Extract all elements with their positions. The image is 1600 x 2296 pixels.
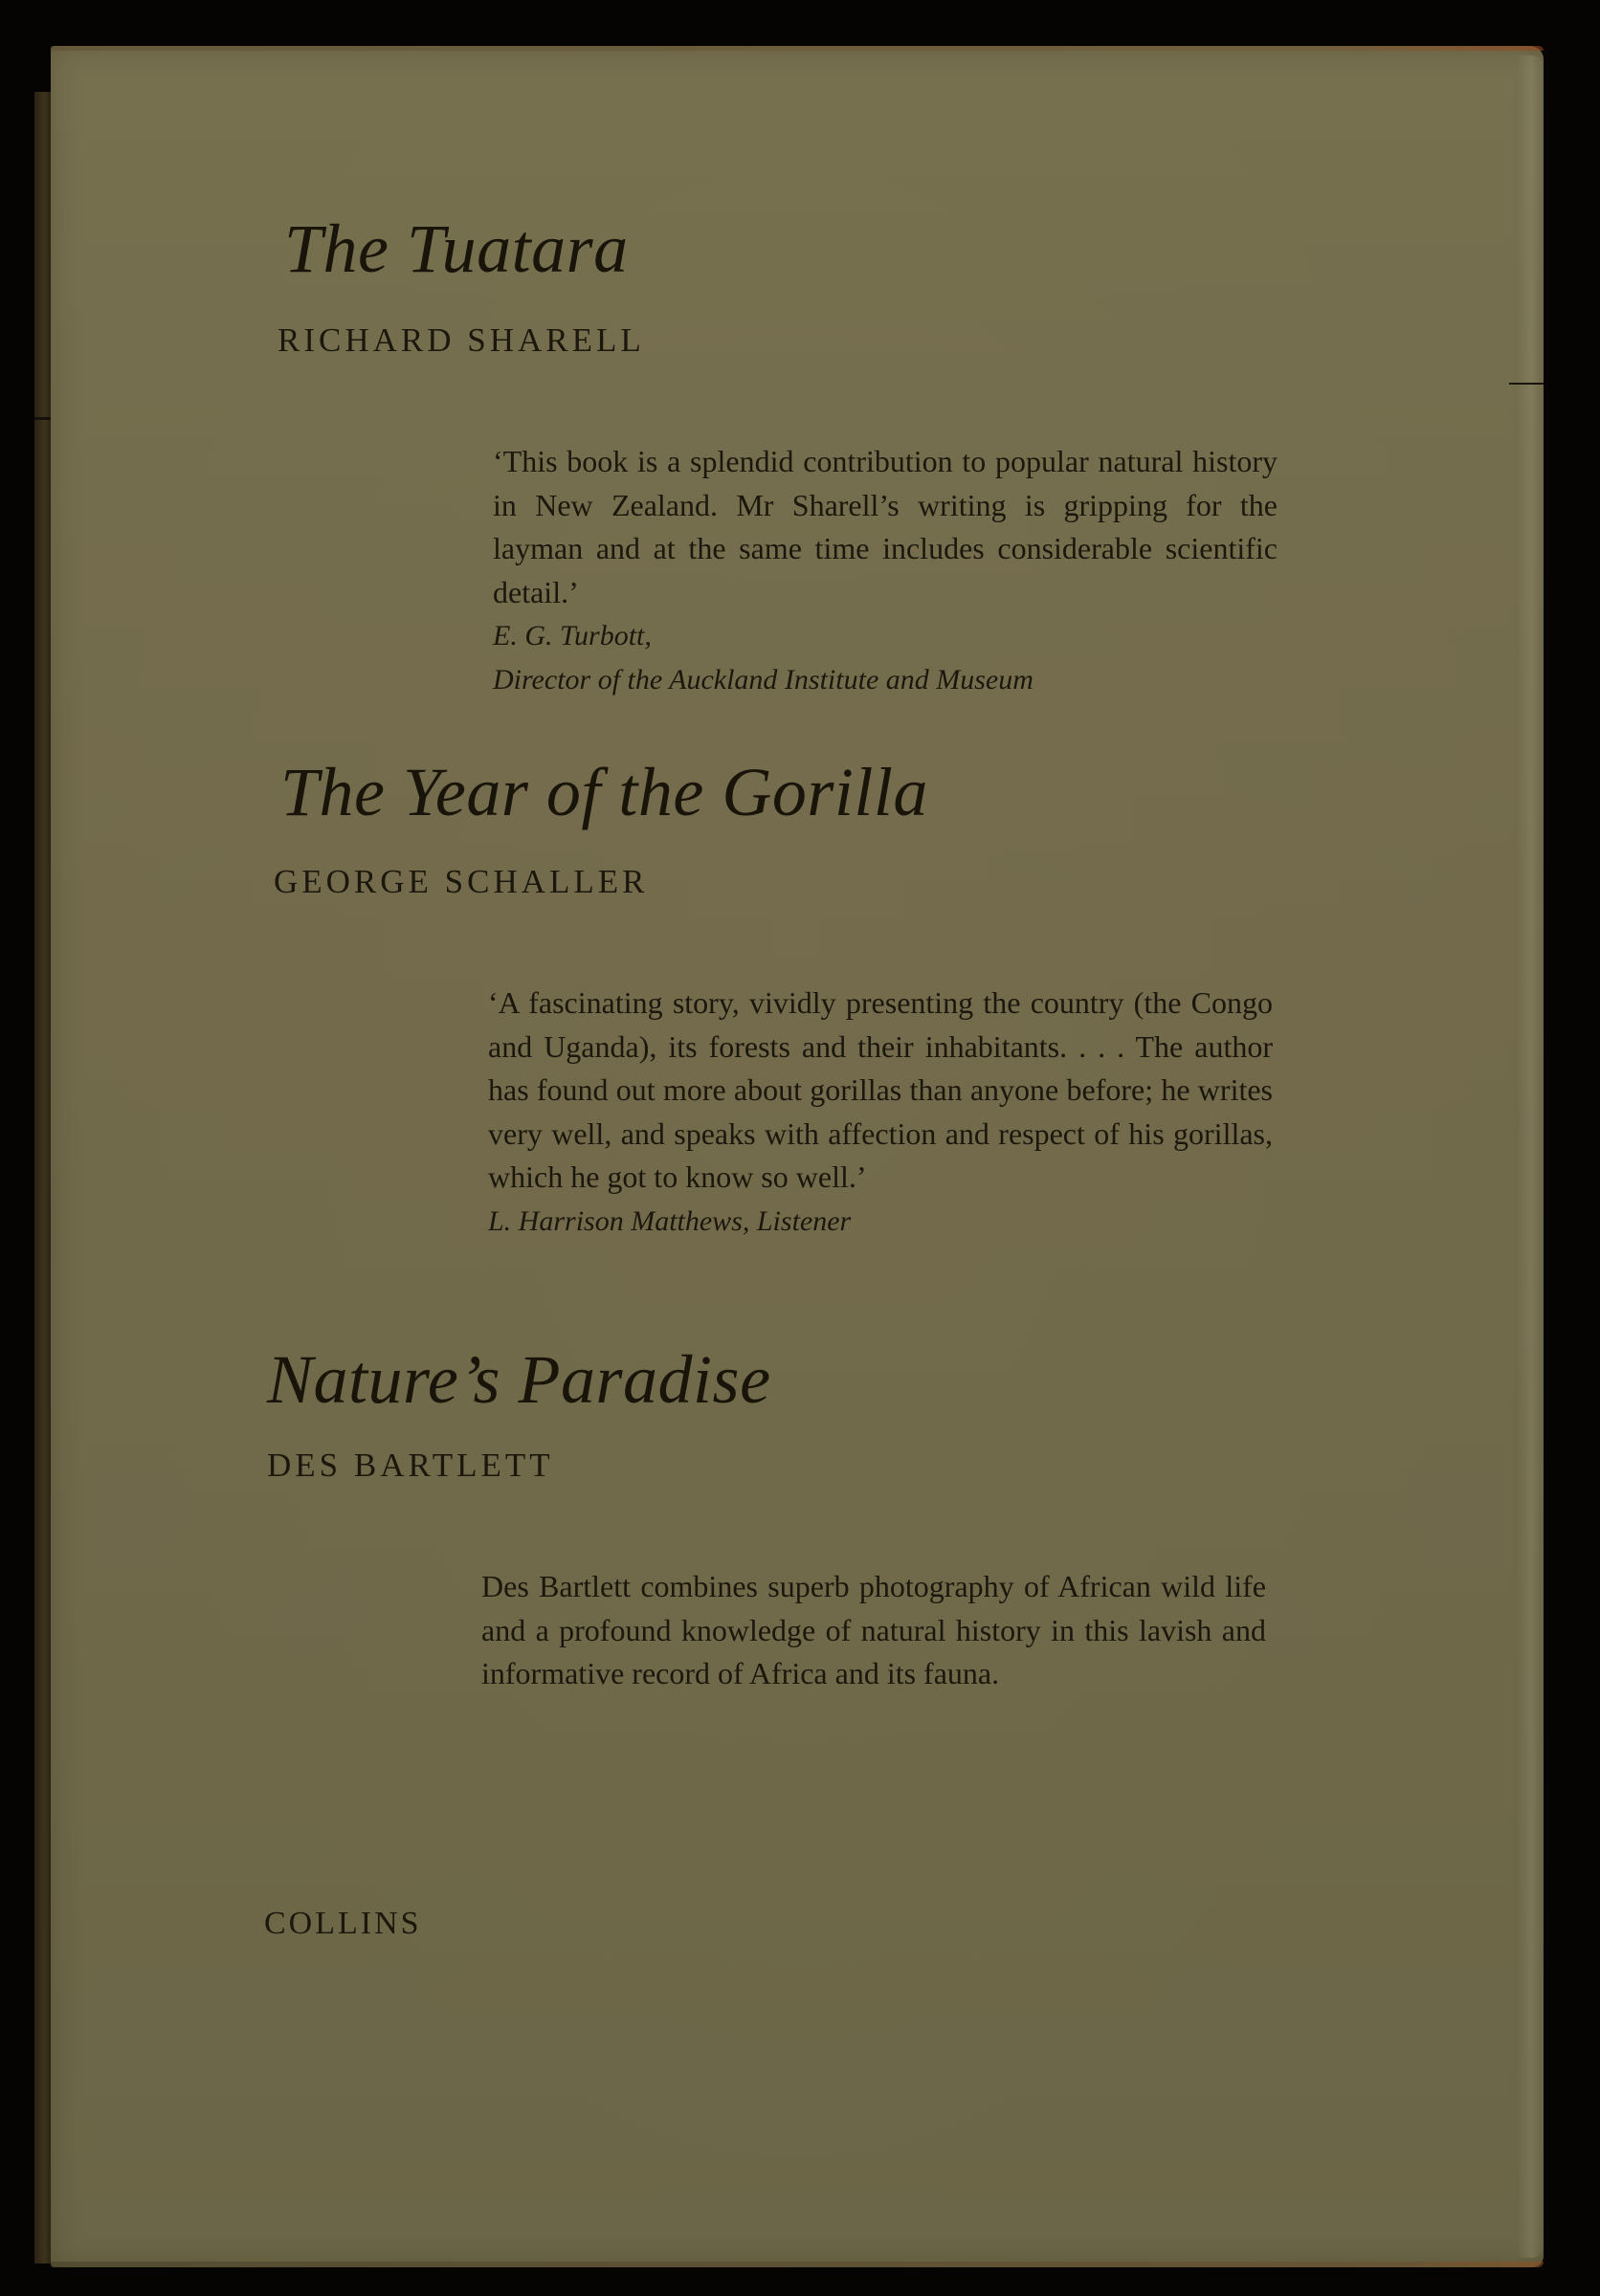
spine-edge: [34, 92, 51, 2263]
book-title: Nature’s Paradise: [267, 1341, 771, 1418]
book-blurb: [493, 440, 1278, 701]
book-title: The Year of the Gorilla: [280, 754, 928, 830]
cover-edge-mark: [1509, 383, 1544, 385]
blurb-quote: Des Bartlett combines superb photography of African wild life and a profound knowledge of natural history in this lavish and informative record of Africa and its fauna.: [481, 1569, 1266, 1690]
cover-fold-edge: [1517, 55, 1544, 2258]
book-author: RICHARD SHARELL: [278, 321, 645, 359]
spine-mark: [34, 417, 51, 420]
book-back-cover: [51, 46, 1544, 2267]
blurb-quote: ‘A fascinating story, vividly presenting the country (the Congo and Uganda), its forests and their inhabitants. . . . The author has found out more about gorillas than anyone before; he writes very well, and speaks with affection and respect of his gorillas, which he got to know so well.’: [488, 985, 1273, 1194]
book-author: DES BARTLETT: [267, 1446, 554, 1484]
book-blurb: [481, 1565, 1266, 1696]
book-blurb: [488, 982, 1273, 1243]
blurb-attribution: L. Harrison Matthews, Listener: [488, 1204, 852, 1237]
book-title: The Tuatara: [284, 210, 629, 287]
blurb-attribution-title: Director of the Auckland Institute and Museum: [493, 663, 1033, 695]
cover-bottom-wear: [51, 2262, 1544, 2267]
book-author: GEORGE SCHALLER: [274, 863, 649, 900]
blurb-attribution: E. G. Turbott,: [493, 620, 652, 651]
blurb-quote: ‘This book is a splendid contribution to popular natural history in New Zealand. Mr Sharell’s writing is gripping for the layman and at the same time includes considerable scientific detail.’: [493, 444, 1278, 609]
publisher-name: COLLINS: [264, 1906, 422, 1941]
